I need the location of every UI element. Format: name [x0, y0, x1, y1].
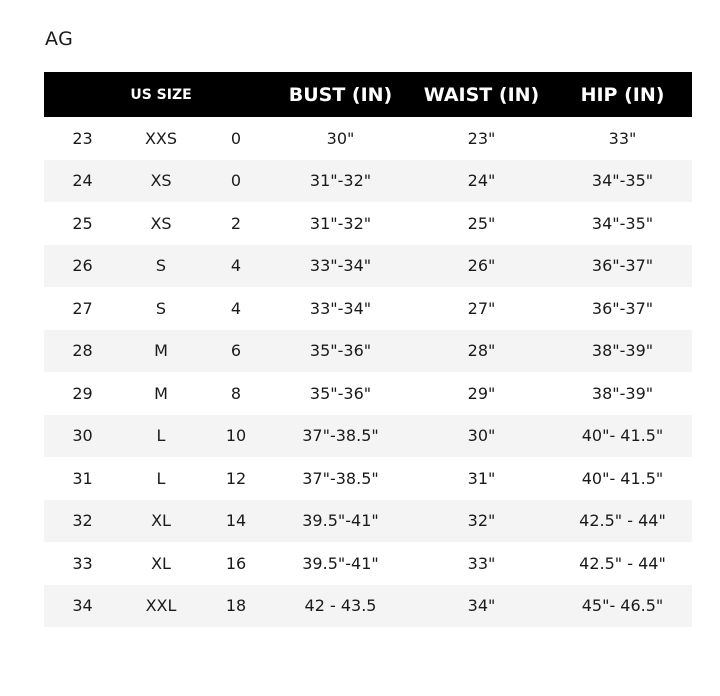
table-row — [44, 585, 692, 628]
bust-cell: 35"-36" — [309, 383, 372, 403]
hip-cell: 33" — [608, 128, 637, 148]
bust-cell: 39.5"-41" — [302, 553, 379, 573]
waist-cell: 32" — [467, 511, 496, 531]
size-cell: 29 — [72, 383, 93, 403]
bust-cell: 33"-34" — [309, 256, 372, 276]
letter-size-cell: M — [154, 383, 168, 403]
hip-cell: 38"-39" — [591, 383, 654, 403]
bust-cell: 31"-32" — [309, 171, 372, 191]
header-cell — [201, 72, 271, 117]
size-cell: 23 — [72, 128, 93, 148]
size-cell: 30 — [72, 426, 93, 446]
bust-cell: 42 - 43.5 — [304, 596, 377, 616]
bust-cell: 39.5"-41" — [302, 511, 379, 531]
table-row — [44, 160, 692, 203]
letter-size-cell: XS — [150, 213, 172, 233]
table-header-row — [44, 72, 692, 117]
hip-cell: 42.5" - 44" — [579, 511, 666, 531]
size-cell: 34 — [72, 596, 93, 616]
waist-cell: 33" — [467, 553, 496, 573]
letter-size-cell: S — [155, 256, 167, 276]
header-us-size: US SIZE — [130, 86, 192, 103]
size-cell: 24 — [72, 171, 93, 191]
letter-size-cell: XL — [151, 511, 171, 531]
waist-cell: 26" — [467, 256, 496, 276]
letter-size-cell: XXL — [145, 596, 177, 616]
letter-size-cell: XL — [151, 553, 171, 573]
waist-cell: 34" — [467, 596, 496, 616]
us-size-cell: 16 — [225, 553, 247, 573]
waist-cell: 31" — [467, 468, 496, 488]
table-row — [44, 542, 692, 585]
table-row — [44, 415, 692, 458]
hip-cell: 38"-39" — [591, 341, 654, 361]
table-row — [44, 500, 692, 543]
brand-title: AG — [45, 28, 74, 50]
bust-cell: 35"-36" — [309, 341, 372, 361]
us-size-cell: 8 — [230, 383, 242, 403]
size-cell: 31 — [72, 468, 93, 488]
us-size-cell: 18 — [225, 596, 247, 616]
waist-cell: 29" — [467, 383, 496, 403]
bust-cell: 31"-32" — [309, 213, 372, 233]
hip-cell: 42.5" - 44" — [579, 553, 666, 573]
waist-cell: 28" — [467, 341, 496, 361]
bust-cell: 30" — [326, 128, 355, 148]
us-size-cell: 10 — [225, 426, 247, 446]
us-size-cell: 4 — [230, 256, 242, 276]
bust-cell: 37"-38.5" — [302, 468, 379, 488]
header-cell — [44, 72, 121, 117]
letter-size-cell: M — [154, 341, 168, 361]
waist-cell: 25" — [467, 213, 496, 233]
header-bust: BUST (IN) — [288, 83, 393, 106]
header-waist: WAIST (IN) — [423, 83, 540, 106]
size-cell: 27 — [72, 298, 93, 318]
table-row — [44, 202, 692, 245]
table-row — [44, 372, 692, 415]
size-cell: 33 — [72, 553, 93, 573]
us-size-cell: 2 — [230, 213, 242, 233]
letter-size-cell: S — [155, 298, 167, 318]
size-chart-table — [44, 72, 692, 627]
hip-cell: 36"-37" — [591, 298, 654, 318]
letter-size-cell: L — [156, 426, 166, 446]
hip-cell: 45"- 46.5" — [581, 596, 664, 616]
letter-size-cell: XS — [150, 171, 172, 191]
table-body — [44, 117, 692, 627]
size-cell: 28 — [72, 341, 93, 361]
size-cell: 25 — [72, 213, 93, 233]
table-row — [44, 117, 692, 160]
table-row — [44, 330, 692, 373]
bust-cell: 33"-34" — [309, 298, 372, 318]
us-size-cell: 14 — [225, 511, 247, 531]
table-row — [44, 287, 692, 330]
us-size-cell: 0 — [230, 171, 242, 191]
us-size-cell: 6 — [230, 341, 242, 361]
size-cell: 26 — [72, 256, 93, 276]
waist-cell: 24" — [467, 171, 496, 191]
waist-cell: 27" — [467, 298, 496, 318]
letter-size-cell: XXS — [144, 128, 178, 148]
hip-cell: 40"- 41.5" — [581, 468, 664, 488]
header-hip: HIP (IN) — [580, 83, 665, 106]
table-row — [44, 245, 692, 288]
us-size-cell: 12 — [225, 468, 247, 488]
hip-cell: 36"-37" — [591, 256, 654, 276]
table-row — [44, 457, 692, 500]
letter-size-cell: L — [156, 468, 166, 488]
waist-cell: 30" — [467, 426, 496, 446]
us-size-cell: 4 — [230, 298, 242, 318]
bust-cell: 37"-38.5" — [302, 426, 379, 446]
us-size-cell: 0 — [230, 128, 242, 148]
hip-cell: 40"- 41.5" — [581, 426, 664, 446]
hip-cell: 34"-35" — [591, 171, 654, 191]
hip-cell: 34"-35" — [591, 213, 654, 233]
waist-cell: 23" — [467, 128, 496, 148]
size-cell: 32 — [72, 511, 93, 531]
